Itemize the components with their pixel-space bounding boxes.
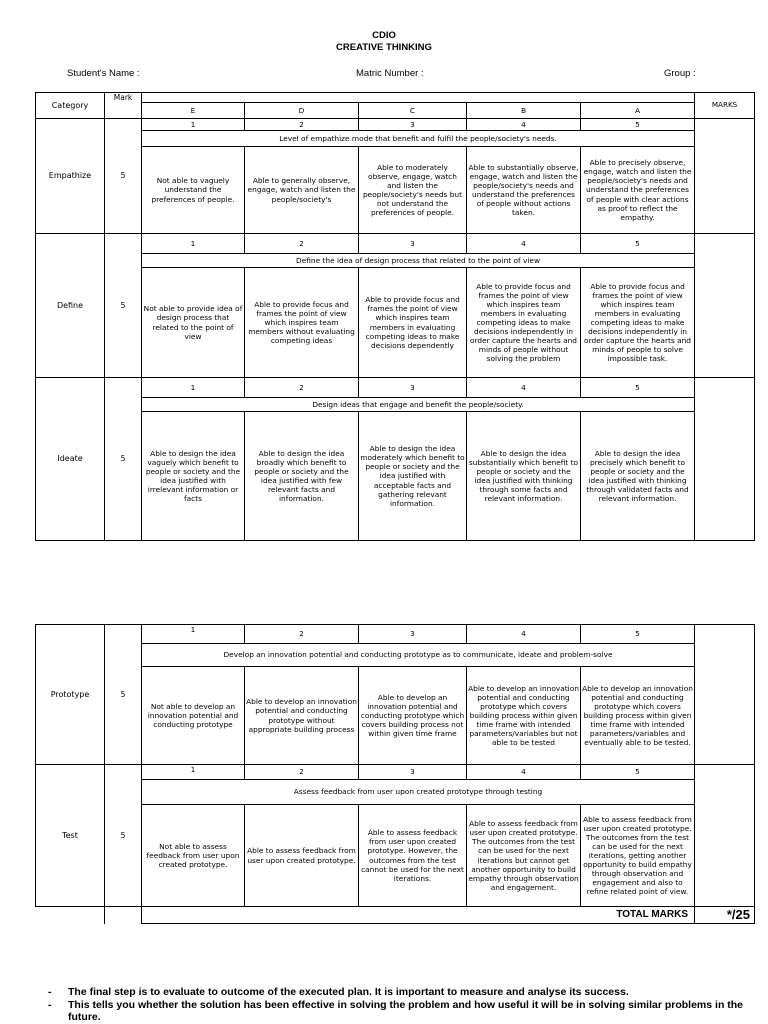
- group-label: Group :: [664, 68, 696, 79]
- score-cell: 2: [245, 625, 359, 644]
- category-header: Category: [36, 93, 105, 119]
- bullet-dash: -: [48, 986, 52, 998]
- grade-b: B: [467, 103, 581, 119]
- score-cell: 5: [581, 765, 695, 780]
- category-test: Test: [36, 765, 105, 907]
- descriptor-cell: Able to develop an innovation potential and conducting prototype which covers building process within given time frame with intended parameters/variables and eventually able to be tested.: [581, 667, 695, 765]
- descriptor-cell: Not able to provide idea of design process that related to the point of view: [142, 268, 245, 378]
- matric-number-label: Matric Number :: [356, 68, 424, 79]
- header-spacer: [142, 93, 695, 103]
- marks-cell-ideate[interactable]: [695, 378, 755, 541]
- criterion-empathize: Level of empathize mode that benefit and fulfil the people/society's needs.: [142, 131, 695, 147]
- score-cell: 5: [581, 234, 695, 254]
- descriptor-cell: Able to precisely observe, engage, watch and listen the people/society's needs and understand the preferences of people with clear actions as proof to reflect the empathy.: [581, 147, 695, 234]
- score-cell: 4: [467, 765, 581, 780]
- descriptor-cell: Not able to develop an innovation potential and conducting prototype: [142, 667, 245, 765]
- score-cell: 5: [581, 119, 695, 131]
- grade-c: C: [359, 103, 467, 119]
- descriptor-cell: Able to design the idea broadly which benefit to people or society and the idea justified with few relevant facts and information.: [245, 412, 359, 541]
- descriptor-cell: Able to design the idea substantially which benefit to people or society and the idea justified with thinking through some facts and relevant information.: [467, 412, 581, 541]
- grade-e: E: [142, 103, 245, 119]
- descriptor-cell: Able to assess feedback from user upon created prototype.: [245, 805, 359, 907]
- descriptor-cell: Able to design the idea vaguely which benefit to people or society and the idea justified with irrelevant information or facts: [142, 412, 245, 541]
- mark-prototype: 5: [105, 625, 142, 765]
- score-cell: 1: [142, 625, 245, 644]
- category-define: Define: [36, 234, 105, 378]
- criterion-test: Assess feedback from user upon created prototype through testing: [142, 780, 695, 805]
- score-cell: 2: [245, 234, 359, 254]
- mark-header: Mark: [105, 93, 142, 119]
- descriptor-cell: Not able to assess feedback from user upon created prototype.: [142, 805, 245, 907]
- mark-ideate: 5: [105, 378, 142, 541]
- score-cell: 3: [359, 765, 467, 780]
- descriptor-cell: Able to design the idea moderately which benefit to people or society and the idea justified with acceptable facts and gathering relevant information.: [359, 412, 467, 541]
- score-cell: 3: [359, 119, 467, 131]
- descriptor-cell: Able to generally observe, engage, watch and listen the people/society's: [245, 147, 359, 234]
- grade-a: A: [581, 103, 695, 119]
- score-cell: 2: [245, 765, 359, 780]
- category-empathize: Empathize: [36, 119, 105, 234]
- category-ideate: Ideate: [36, 378, 105, 541]
- criterion-ideate: Design ideas that engage and benefit the people/society.: [142, 398, 695, 412]
- descriptor-cell: Able to provide focus and frames the point of view which inspires team members in evaluating competing ideas to make decisions independently in order capture the hearts and minds of people without solving the problem: [467, 268, 581, 378]
- criterion-define: Define the idea of design process that related to the point of view: [142, 254, 695, 268]
- note-text: The final step is to evaluate to outcome of the executed plan. It is important to measure and analyse its success.: [68, 986, 629, 998]
- marks-cell-prototype[interactable]: [695, 625, 755, 765]
- rubric-table-upper: [35, 92, 755, 541]
- score-cell: 4: [467, 234, 581, 254]
- marks-cell-test[interactable]: [695, 765, 755, 907]
- descriptor-cell: Able to design the idea precisely which benefit to people or society and the idea justified with thinking through validated facts and relevant information.: [581, 412, 695, 541]
- score-cell: 1: [142, 765, 245, 780]
- document-subtitle: CREATIVE THINKING: [336, 42, 432, 53]
- score-cell: 1: [142, 378, 245, 398]
- score-cell: 4: [467, 119, 581, 131]
- mark-empathize: 5: [105, 119, 142, 234]
- score-cell: 3: [359, 378, 467, 398]
- score-cell: 1: [142, 234, 245, 254]
- bullet-dash: -: [48, 998, 52, 1011]
- score-cell: 4: [467, 378, 581, 398]
- marks-cell-define[interactable]: [695, 234, 755, 378]
- mark-test: 5: [105, 765, 142, 907]
- score-cell: 4: [467, 625, 581, 644]
- notes-list: [48, 986, 758, 1024]
- descriptor-cell: Able to moderately observe, engage, watch and listen the people/society's needs but not understand the preferences of people.: [359, 147, 467, 234]
- descriptor-cell: Able to assess feedback from user upon created prototype. The outcomes from the test can be used for the next iterations, getting another opportunity to build empathy through observation and engagement and also to refine related point of view.: [581, 805, 695, 907]
- descriptor-cell: Able to develop an innovation potential and conducting prototype which covers building process not within given time frame: [359, 667, 467, 765]
- score-cell: 3: [359, 234, 467, 254]
- descriptor-cell: Not able to vaguely understand the preferences of people.: [142, 147, 245, 234]
- student-name-label: Student's Name :: [67, 68, 140, 79]
- marks-cell-empathize[interactable]: [695, 119, 755, 234]
- note-item: [48, 999, 758, 1024]
- descriptor-cell: Able to provide focus and frames the point of view which inspires team members in evaluating competing ideas to make decisions dependently: [359, 268, 467, 378]
- marks-header: MARKS: [695, 93, 755, 119]
- total-marks-value[interactable]: */25: [695, 907, 755, 924]
- descriptor-cell: Able to develop an innovation potential and conducting prototype without appropriate building process: [245, 667, 359, 765]
- score-cell: 1: [142, 119, 245, 131]
- descriptor-cell: Able to assess feedback from user upon created prototype. The outcomes from the test can be used for the next iterations but cannot get another opportunity to build empathy through observation and engagement.: [467, 805, 581, 907]
- note-text: This tells you whether the solution has been effective in solving the problem and how useful it will be in solving similar problems in the future.: [68, 998, 744, 1023]
- category-prototype: Prototype: [36, 625, 105, 765]
- rubric-table-lower: [35, 624, 755, 924]
- grade-d: D: [245, 103, 359, 119]
- descriptor-cell: Able to assess feedback from user upon created prototype. However, the outcomes from the test cannot be used for the next iterations.: [359, 805, 467, 907]
- score-cell: 2: [245, 378, 359, 398]
- note-item: [48, 986, 758, 999]
- total-marks-label: TOTAL MARKS: [142, 907, 695, 924]
- score-cell: 3: [359, 625, 467, 644]
- mark-define: 5: [105, 234, 142, 378]
- descriptor-cell: Able to provide focus and frames the point of view which inspires team members in evaluating competing ideas to make decisions independently in order capture the hearts and minds of people to solve impossible task.: [581, 268, 695, 378]
- descriptor-cell: Able to substantially observe, engage, watch and listen the people/society's needs and understand the preferences of people without actions taken.: [467, 147, 581, 234]
- criterion-prototype: Develop an innovation potential and conducting prototype as to communicate, ideate and problem-solve: [142, 644, 695, 667]
- score-cell: 5: [581, 378, 695, 398]
- descriptor-cell: Able to develop an innovation potential and conducting prototype which covers building process within given time frame with intended parameters/variables but not able to be tested: [467, 667, 581, 765]
- document-title: CDIO: [372, 30, 396, 41]
- score-cell: 2: [245, 119, 359, 131]
- score-cell: 5: [581, 625, 695, 644]
- descriptor-cell: Able to provide focus and frames the point of view which inspires team members without evaluating competing ideas: [245, 268, 359, 378]
